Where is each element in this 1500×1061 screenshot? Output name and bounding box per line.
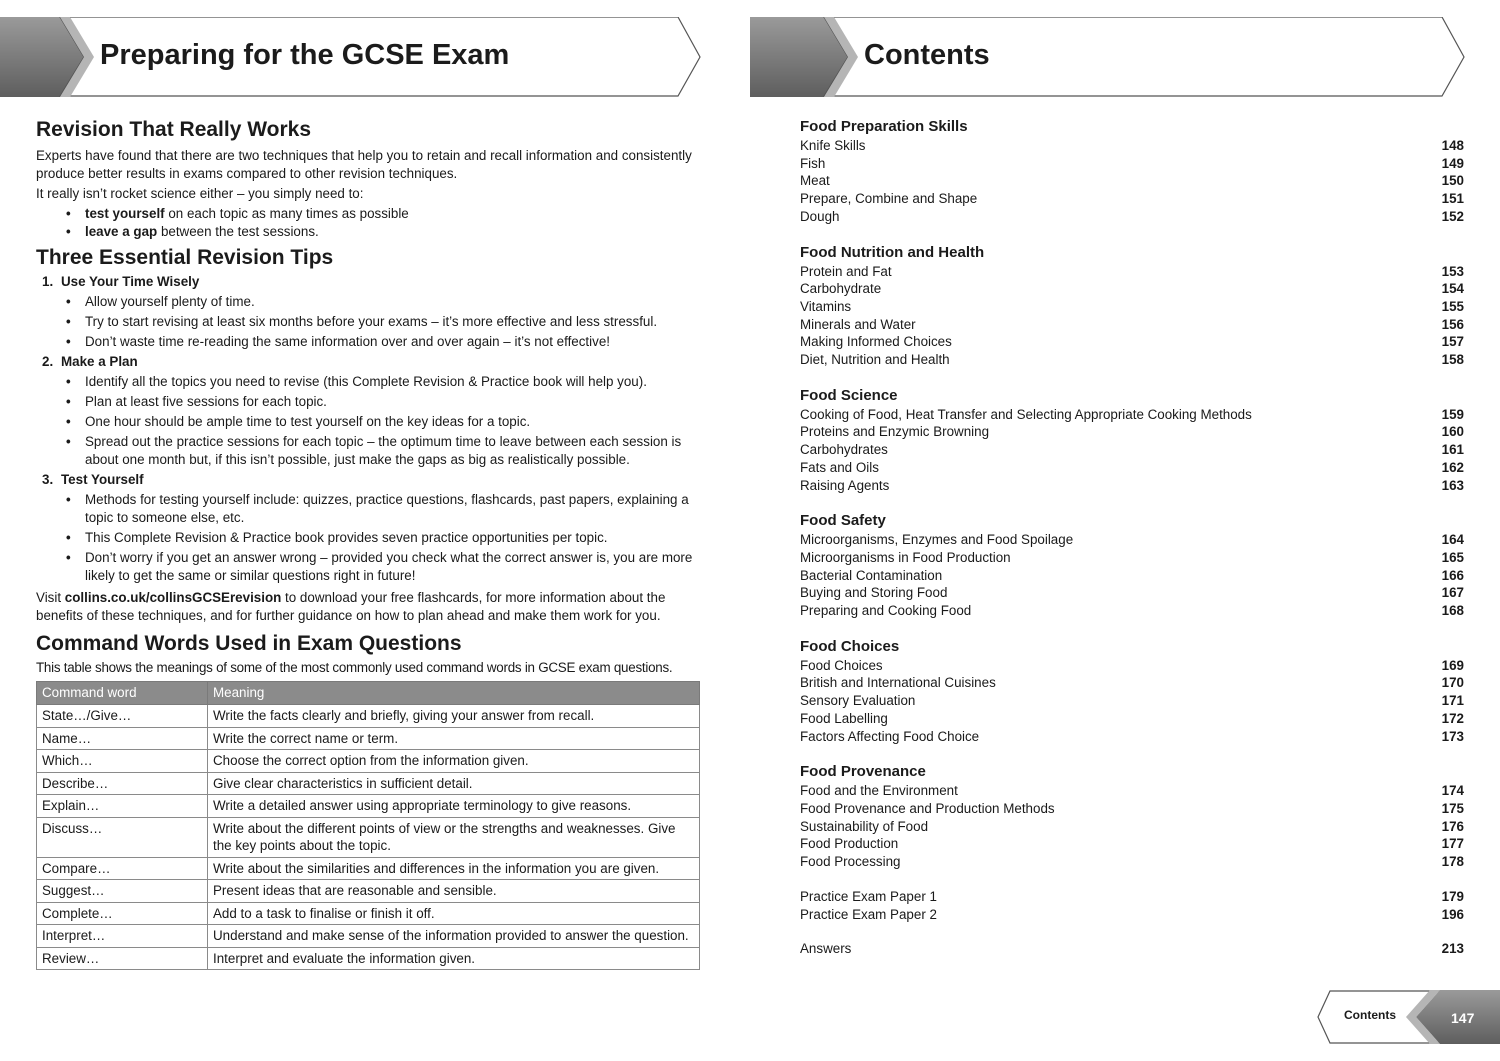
contents-entry-page: 175: [1441, 800, 1464, 816]
bullet-list: [66, 373, 702, 469]
contents-entry[interactable]: [800, 549, 1464, 567]
list-item: [66, 223, 702, 241]
meaning-cell: Add to a task to finalise or finish it off.: [208, 902, 700, 925]
contents-entry-label: Knife Skills: [800, 138, 866, 153]
command-word-cell: Describe…: [37, 772, 208, 795]
contents-entry-label: Answers: [800, 941, 852, 957]
contents-entry-label: Food Choices: [800, 657, 883, 673]
contents-entry-label: Bacterial Contamination: [800, 567, 943, 583]
contents-entry-page: 157: [1441, 334, 1464, 350]
contents-entry[interactable]: [800, 584, 1464, 602]
contents-entry-label: Dough: [800, 208, 840, 224]
list-item: • Allow yourself plenty of time.: [66, 293, 702, 311]
command-word-cell: Interpret…: [37, 925, 208, 948]
contents-entry-page: 152: [1441, 208, 1464, 224]
meaning-cell: Understand and make sense of the information provided to answer the question.: [208, 925, 700, 948]
contents-entry-page: 154: [1441, 281, 1464, 297]
meaning-cell: Write about the different points of view or the strengths and weaknesses. Give the key points about the topic.: [208, 817, 700, 857]
contents-entry[interactable]: [800, 333, 1464, 351]
tip-heading: [42, 353, 702, 371]
bullet-list: [66, 491, 702, 585]
contents-entry-label: Sustainability of Food: [800, 818, 929, 834]
tip-heading: [42, 273, 702, 291]
meaning-cell: Choose the correct option from the information given.: [208, 750, 700, 773]
contents-entry[interactable]: [800, 567, 1464, 585]
contents-entry-label: Preparing and Cooking Food: [800, 603, 972, 619]
contents-entry-page: 213: [1441, 941, 1464, 957]
contents-entry-page: 177: [1441, 836, 1464, 852]
bullet-list: [66, 293, 702, 351]
right-page-banner: [750, 17, 1466, 97]
tip-title: Test Yourself: [61, 472, 144, 487]
command-word-cell: Complete…: [37, 902, 208, 925]
contents-entry[interactable]: [800, 155, 1464, 173]
contents-entry-page: 171: [1441, 693, 1464, 709]
contents-section: [800, 511, 1464, 620]
contents-entry[interactable]: [800, 888, 1464, 906]
list-item: • Don’t waste time re-reading the same information over and over again – it’s not effective!: [66, 333, 702, 351]
contents-entry-page: 155: [1441, 298, 1464, 314]
contents-entry-label: Sensory Evaluation: [800, 693, 916, 709]
contents-entry-label: Microorganisms, Enzymes and Food Spoilage: [800, 532, 1074, 548]
contents-entry-label: Food Processing: [800, 854, 901, 870]
contents-entry[interactable]: [800, 800, 1464, 818]
command-word-cell: Discuss…: [37, 817, 208, 857]
contents-entry-label: Prepare, Combine and Shape: [800, 191, 978, 207]
table-row: [37, 772, 700, 795]
contents-entry-label: Vitamins: [800, 298, 852, 314]
contents-entry-page: 161: [1441, 442, 1464, 458]
page-number: 147: [1451, 1010, 1475, 1026]
contents-entry-label: Cooking of Food, Heat Transfer and Selecting Appropriate Cooking Methods: [800, 406, 1252, 422]
contents-entry[interactable]: [800, 906, 1464, 924]
contents-entry[interactable]: [800, 459, 1464, 477]
contents-entry[interactable]: [800, 263, 1464, 281]
contents-entry-page: 148: [1441, 138, 1464, 153]
contents-entry-label: Food and the Environment: [800, 783, 958, 799]
contents-entry[interactable]: [800, 208, 1464, 226]
command-word-cell: Suggest…: [37, 880, 208, 903]
contents-entry[interactable]: [800, 835, 1464, 853]
contents-entry-label: Food Labelling: [800, 710, 888, 726]
table-row: [37, 795, 700, 818]
contents-entry-page: 174: [1441, 783, 1464, 799]
contents-entry[interactable]: [800, 441, 1464, 459]
contents-entry-page: 160: [1441, 424, 1464, 440]
meaning-cell: Write about the similarities and differences in the information you are given.: [208, 857, 700, 880]
contents-entry-label: Proteins and Enzymic Browning: [800, 424, 990, 440]
contents-entry-page: 173: [1441, 728, 1464, 744]
list-item: • This Complete Revision & Practice book provides seven practice opportunities per topic.: [66, 529, 702, 547]
contents-entry[interactable]: [800, 406, 1464, 424]
contents-entry-page: 196: [1441, 906, 1464, 922]
contents-entry-label: Fish: [800, 155, 826, 171]
contents-entry-page: 153: [1441, 263, 1464, 279]
section-heading: Revision That Really Works: [36, 118, 312, 141]
contents-entry-page: 176: [1441, 818, 1464, 834]
contents-entry-page: 168: [1441, 603, 1464, 619]
meaning-cell: Give clear characteristics in sufficient detail.: [208, 772, 700, 795]
contents-entry-label: Diet, Nutrition and Health: [800, 352, 950, 368]
contents-entry-page: 156: [1441, 316, 1464, 332]
table-row: [37, 750, 700, 773]
table-row: [37, 705, 700, 728]
contents-entry-label: Fats and Oils: [800, 459, 879, 475]
contents-entry-page: 179: [1441, 888, 1464, 904]
visit-paragraph: [36, 589, 702, 625]
contents-entry[interactable]: [800, 602, 1464, 620]
contents-section-title: Food Preparation Skills: [800, 118, 968, 135]
collins-link[interactable]: collins.co.uk/collinsGCSErevision: [64, 590, 282, 605]
list-item-text: on each topic as many times as possible: [164, 206, 409, 221]
contents-entry-page: 164: [1441, 532, 1464, 548]
contents-section: [800, 243, 1464, 369]
contents-section: [800, 762, 1464, 871]
contents-entry-page: 151: [1441, 191, 1464, 207]
contents-entry-label: Minerals and Water: [800, 316, 916, 332]
table-intro: This table shows the meanings of some of the most commonly used command words in GCSE exam questions.: [36, 660, 673, 675]
list-item: • Don’t worry if you get an answer wrong – provided you check what the correct answer is, you are more likely to get the same or similar questions right in future!: [66, 549, 702, 585]
table-row: [37, 727, 700, 750]
meaning-cell: Write the facts clearly and briefly, giving your answer from recall.: [208, 705, 700, 728]
list-item: • One hour should be ample time to test yourself on the key ideas for a topic.: [66, 413, 702, 431]
table-row: [37, 880, 700, 903]
contents-entry-page: 166: [1441, 567, 1464, 583]
contents-entry-label: Carbohydrate: [800, 281, 882, 297]
list-item-text: between the test sessions.: [157, 224, 319, 239]
contents-section-title: Food Provenance: [800, 763, 926, 781]
contents-entry-page: 149: [1441, 155, 1464, 171]
list-item: • Plan at least five sessions for each topic.: [66, 393, 702, 411]
contents-entry[interactable]: [800, 280, 1464, 298]
table-header-row: [37, 682, 700, 705]
table-row: [37, 857, 700, 880]
contents-section-title: Food Nutrition and Health: [800, 243, 985, 261]
contents-entry-page: 165: [1441, 549, 1464, 565]
command-word-cell: State…/Give…: [37, 705, 208, 728]
bold-term: test yourself: [85, 206, 165, 221]
contents-entry[interactable]: [800, 172, 1464, 190]
contents-entry[interactable]: [800, 351, 1464, 369]
page-title: Contents: [864, 39, 990, 71]
contents-section-title: Food Science: [800, 386, 898, 404]
section-heading: Command Words Used in Exam Questions: [36, 632, 462, 655]
column-header: Meaning: [208, 682, 700, 705]
contents-entry-label: Carbohydrates: [800, 442, 888, 458]
contents-entry-label: Food Production: [800, 836, 899, 852]
contents-entry[interactable]: [800, 137, 1464, 155]
contents-section: [800, 386, 1464, 495]
contents-entry-label: Microorganisms in Food Production: [800, 549, 1011, 565]
contents-entry[interactable]: [800, 477, 1464, 495]
list-item: [66, 205, 702, 223]
contents-entry[interactable]: [800, 728, 1464, 746]
tip-title: Use Your Time Wisely: [61, 274, 200, 289]
table-row: [37, 947, 700, 970]
table-row: [37, 925, 700, 948]
contents-section-title: Food Safety: [800, 512, 886, 530]
contents-entry-page: 159: [1441, 406, 1464, 422]
contents-entry-page: 178: [1441, 854, 1464, 870]
contents-entry[interactable]: [800, 316, 1464, 334]
meaning-cell: Interpret and evaluate the information given.: [208, 947, 700, 970]
contents-entry-label: Factors Affecting Food Choice: [800, 728, 980, 744]
contents-entry-page: 162: [1441, 459, 1464, 475]
contents-entry[interactable]: [800, 710, 1464, 728]
contents-entry-label: Practice Exam Paper 2: [800, 906, 937, 922]
bullet-list: [66, 205, 702, 241]
bold-term: leave a gap: [85, 224, 158, 239]
contents-entry[interactable]: [800, 298, 1464, 316]
footer-page-tab: [1316, 990, 1500, 1044]
list-item: • Spread out the practice sessions for each topic – the optimum time to leave between each session is about one month but, if this isn’t possible, just make the gaps as big as realistically possible.: [66, 433, 702, 469]
contents-entry-page: 150: [1441, 173, 1464, 189]
contents-entry-page: 170: [1441, 675, 1464, 691]
contents-entry-page: 167: [1441, 585, 1464, 601]
page-title: Preparing for the GCSE Exam: [100, 39, 510, 71]
contents-entry[interactable]: [800, 190, 1464, 208]
contents-section: [800, 940, 1464, 958]
contents-entry[interactable]: [800, 531, 1464, 549]
contents-entry-label: Making Informed Choices: [800, 334, 952, 350]
contents-entry-label: Raising Agents: [800, 477, 890, 493]
left-page-body: [36, 117, 702, 970]
contents-entry-page: 172: [1441, 710, 1464, 726]
banner-arrow-shape: [750, 17, 1466, 97]
visit-prefix: Visit: [36, 590, 65, 605]
contents-entry-page: 163: [1441, 477, 1464, 493]
contents-section: [800, 117, 1464, 226]
contents-entry-label: Meat: [800, 173, 830, 189]
command-word-cell: Explain…: [37, 795, 208, 818]
command-words-table: [36, 681, 700, 970]
command-word-cell: Which…: [37, 750, 208, 773]
contents-entry[interactable]: [800, 423, 1464, 441]
contents-section-title: Food Choices: [800, 637, 900, 655]
column-header: Command word: [37, 682, 208, 705]
contents-entry-label: Food Provenance and Production Methods: [800, 800, 1055, 816]
footer-section-label: Contents: [1344, 1008, 1396, 1022]
contents-entry-label: Protein and Fat: [800, 263, 892, 279]
list-item: • Try to start revising at least six months before your exams – it’s more effective and less stressful.: [66, 313, 702, 331]
tip-number: 1.: [42, 274, 54, 289]
table-row: [37, 817, 700, 857]
table-row: [37, 902, 700, 925]
tip-number: 2.: [42, 354, 54, 369]
contents-entry[interactable]: [800, 657, 1464, 675]
tip-title: Make a Plan: [61, 354, 138, 369]
contents-section: [800, 888, 1464, 923]
contents-entry[interactable]: [800, 940, 1464, 958]
meaning-cell: Present ideas that are reasonable and sensible.: [208, 880, 700, 903]
command-word-cell: Compare…: [37, 857, 208, 880]
contents-list: [800, 117, 1464, 975]
command-word-cell: Name…: [37, 727, 208, 750]
contents-entry[interactable]: [800, 692, 1464, 710]
contents-entry-page: 158: [1441, 352, 1464, 368]
contents-entry[interactable]: [800, 674, 1464, 692]
contents-entry[interactable]: [800, 853, 1464, 871]
contents-entry-label: Practice Exam Paper 1: [800, 888, 937, 904]
paragraph: Experts have found that there are two techniques that help you to retain and recall information and consistently produce better results in exams compared to other revision techniques.: [36, 148, 692, 181]
contents-section: [800, 637, 1464, 746]
contents-entry-label: Buying and Storing Food: [800, 585, 948, 601]
contents-entry[interactable]: [800, 818, 1464, 836]
paragraph: It really isn’t rocket science either – you simply need to:: [36, 186, 364, 201]
list-item: • Identify all the topics you need to revise (this Complete Revision & Practice book will help you).: [66, 373, 702, 391]
left-page-banner: [0, 17, 702, 97]
contents-entry[interactable]: [800, 782, 1464, 800]
tip-number: 3.: [42, 472, 54, 487]
section-heading: Three Essential Revision Tips: [36, 246, 334, 269]
list-item: • Methods for testing yourself include: quizzes, practice questions, flashcards, past papers, explaining a topic to someone else, etc.: [66, 491, 702, 527]
contents-entry-page: 169: [1441, 657, 1464, 673]
visit-suffix: to download your free flashcards, for more information about the benefits of these techniques, and for further guidance on how to plan ahead and make them work for you.: [36, 590, 666, 623]
tip-heading: [42, 471, 702, 489]
meaning-cell: Write the correct name or term.: [208, 727, 700, 750]
meaning-cell: Write a detailed answer using appropriate terminology to give reasons.: [208, 795, 700, 818]
command-word-cell: Review…: [37, 947, 208, 970]
contents-entry-label: British and International Cuisines: [800, 675, 996, 691]
